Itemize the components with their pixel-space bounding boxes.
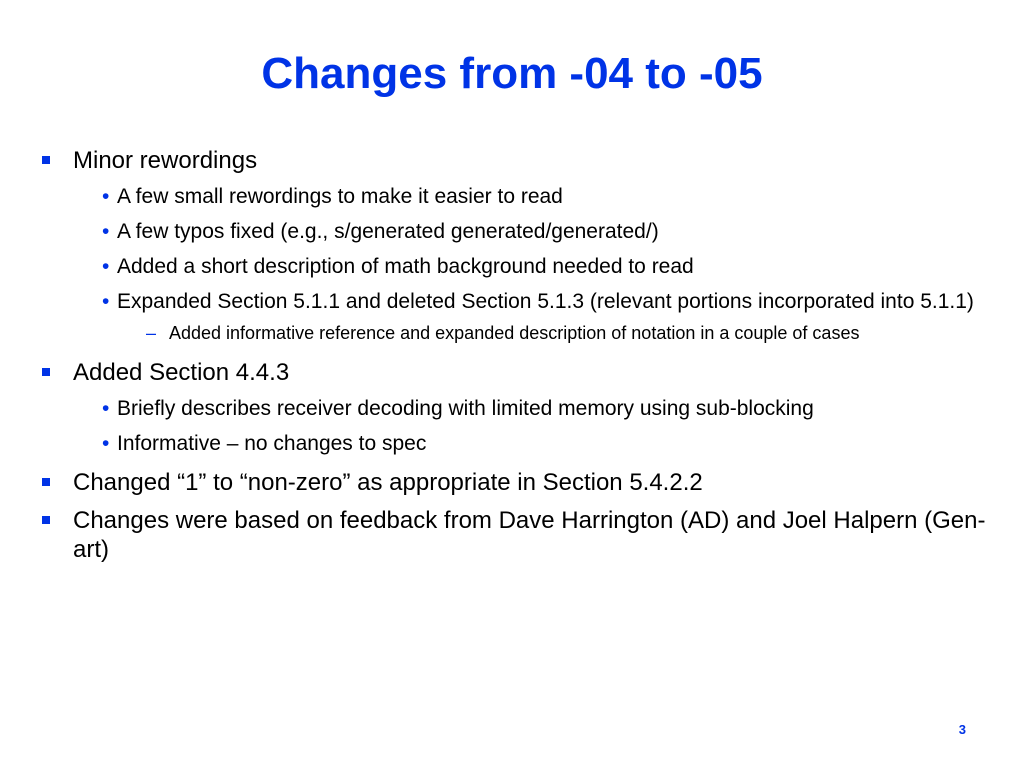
dot-bullet-icon: • <box>102 220 110 243</box>
bullet-level2 <box>42 396 992 421</box>
bullet-text: Informative – no changes to spec <box>117 432 427 455</box>
bullet-level2 <box>42 431 992 456</box>
slide-number: 3 <box>958 722 966 737</box>
bullet-level1 <box>42 506 992 564</box>
bullet-text: Expanded Section 5.1.1 and deleted Section 5.1.3 (relevant portions incorporated into 5.1.1) <box>117 290 974 313</box>
bullet-text: Added Section 4.4.3 <box>73 359 290 386</box>
bullet-level3 <box>42 322 992 344</box>
bullet-text: Changes were based on feedback from Dave Harrington (AD) and Joel Halpern (Gen-art) <box>73 507 986 563</box>
bullet-level1 <box>42 146 992 175</box>
bullet-level2 <box>42 184 992 209</box>
bullet-text: Added a short description of math background needed to read <box>117 255 694 278</box>
dot-bullet-icon: • <box>102 432 110 455</box>
dot-bullet-icon: • <box>102 397 110 420</box>
bullet-level1 <box>42 358 992 387</box>
slide-title: Changes from -04 to -05 <box>261 49 763 98</box>
square-bullet-icon <box>42 478 50 486</box>
dash-bullet-icon: – <box>146 323 157 343</box>
bullet-text: Briefly describes receiver decoding with limited memory using sub-blocking <box>117 397 814 420</box>
bullet-level2 <box>42 254 992 279</box>
bullet-level1 <box>42 468 992 497</box>
dot-bullet-icon: • <box>102 185 110 208</box>
square-bullet-icon <box>42 156 50 164</box>
bullet-text: Changed “1” to “non-zero” as appropriate in Section 5.4.2.2 <box>73 469 703 496</box>
bullet-text: Added informative reference and expanded description of notation in a couple of cases <box>169 323 860 343</box>
square-bullet-icon <box>42 368 50 376</box>
bullet-level2 <box>42 219 992 244</box>
bullet-level2 <box>42 289 992 314</box>
dot-bullet-icon: • <box>102 290 110 313</box>
bullet-text: A few typos fixed (e.g., s/generated generated/generated/) <box>117 220 659 243</box>
slide-body <box>42 146 992 573</box>
bullet-text: Minor rewordings <box>73 147 258 174</box>
dot-bullet-icon: • <box>102 255 110 278</box>
bullet-text: A few small rewordings to make it easier to read <box>117 185 563 208</box>
square-bullet-icon <box>42 516 50 524</box>
